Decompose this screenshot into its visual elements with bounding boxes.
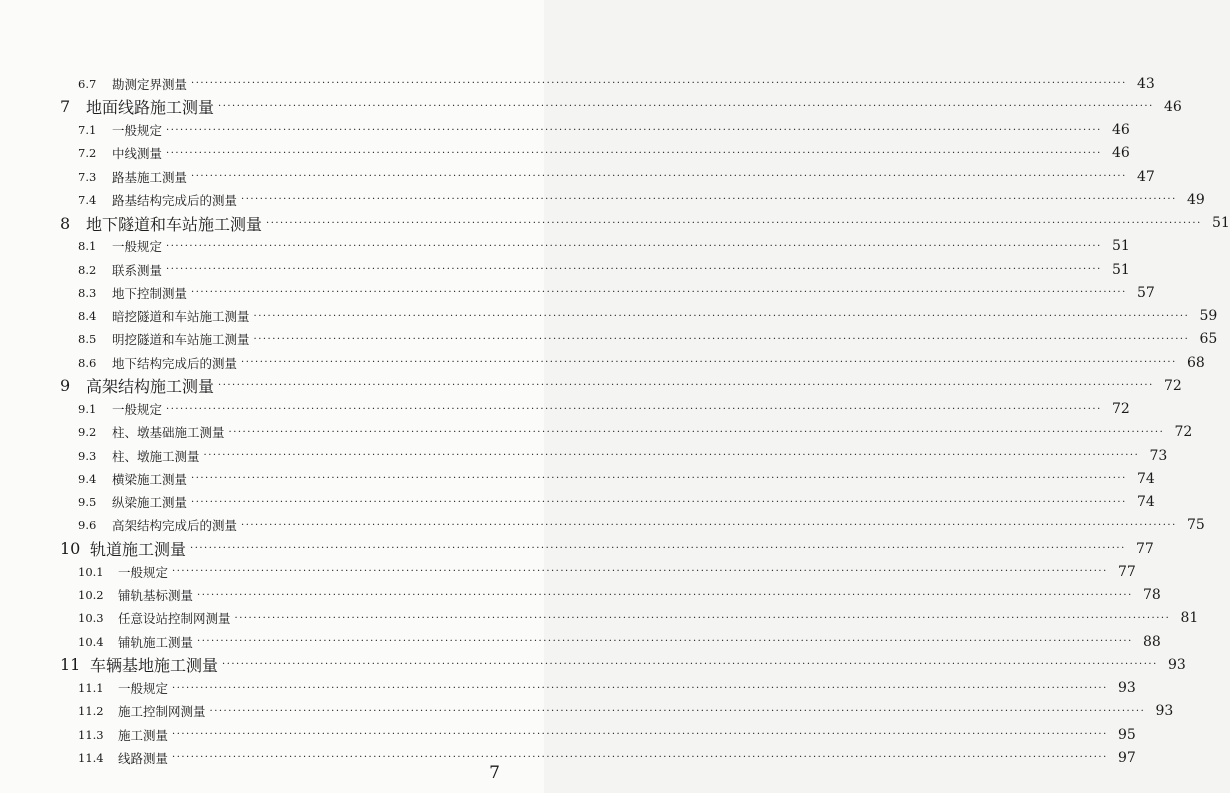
toc-entry-page: 43 — [1136, 75, 1155, 92]
toc-entry-number: 8.6 — [78, 355, 97, 370]
toc-leader-dots: ········································································································································································································ — [166, 264, 1102, 275]
toc-entry-number: 10.2 — [78, 588, 104, 602]
toc-entry-page: 47 — [1136, 168, 1155, 185]
toc-entry-number: 7.4 — [78, 192, 97, 207]
toc-entry-title: 一般规定 — [112, 402, 163, 417]
toc-entry-title: 地下隧道和车站施工测量 — [86, 214, 263, 234]
toc-entry-title: 任意设站控制网测量 — [118, 611, 231, 627]
toc-entry-number: 8.5 — [78, 332, 97, 347]
toc-entry-page: 72 — [1174, 424, 1193, 441]
toc-leader-dots: ········································································································································································································ — [234, 612, 1171, 624]
toc-entry-page: 72 — [1163, 377, 1182, 394]
toc-entry-title: 轨道施工测量 — [90, 540, 187, 559]
toc-entry-number: 8.2 — [78, 262, 97, 277]
toc-entry-title: 地下结构完成后的测量 — [112, 355, 238, 371]
toc-chapter-entry[interactable] — [0, 653, 1186, 676]
toc-leader-dots: ········································································································································································································ — [190, 543, 1126, 554]
toc-entry-page: 75 — [1186, 517, 1205, 534]
toc-entry-title: 横梁施工测量 — [112, 471, 188, 487]
toc-leader-dots: ········································································································································································································ — [191, 473, 1127, 485]
toc-entry-page: 93 — [1117, 680, 1136, 696]
toc-section-entry[interactable] — [0, 677, 1136, 700]
toc-entry-title: 高架结构施工测量 — [86, 377, 215, 397]
toc-section-entry[interactable] — [0, 746, 1136, 769]
toc-entry-page: 49 — [1186, 191, 1205, 208]
toc-entry-title: 一般规定 — [118, 681, 169, 696]
toc-entry-title: 施工控制网测量 — [118, 704, 206, 720]
toc-entry-number: 9.1 — [78, 402, 97, 416]
toc-entry-page: 68 — [1186, 354, 1205, 371]
toc-entry-number: 11.3 — [78, 727, 104, 742]
toc-section-entry[interactable] — [0, 700, 1174, 723]
toc-entry-page: 95 — [1117, 726, 1136, 743]
toc-entry-number: 6.7 — [78, 76, 97, 91]
toc-section-entry[interactable] — [0, 584, 1161, 607]
toc-entry-title: 一般规定 — [112, 123, 163, 138]
toc-leader-dots: ········································································································································································································ — [172, 682, 1108, 694]
toc-entry-title: 铺轨基标测量 — [118, 588, 194, 603]
toc-section-entry[interactable] — [0, 351, 1205, 374]
toc-section-entry[interactable] — [0, 630, 1161, 653]
toc-entry-title: 路基结构完成后的测量 — [112, 192, 238, 208]
toc-entry-page: 59 — [1199, 308, 1218, 324]
toc-entry-number: 9.4 — [78, 471, 97, 486]
toc-entry-number: 10.4 — [78, 634, 104, 649]
toc-leader-dots: ········································································································································································································ — [191, 496, 1127, 508]
toc-leader-dots: ········································································································································································································ — [166, 240, 1102, 252]
toc-entry-title: 高架结构完成后的测量 — [112, 518, 238, 534]
toc-entry-number: 8.1 — [78, 239, 97, 254]
toc-entry-number: 11 — [60, 655, 81, 675]
toc-entry-number: 8.4 — [78, 309, 97, 323]
toc-entry-title: 明挖隧道和车站施工测量 — [112, 332, 250, 348]
toc-section-entry[interactable] — [0, 235, 1130, 258]
toc-entry-page: 93 — [1167, 656, 1186, 673]
toc-leader-dots: ········································································································································································································ — [253, 333, 1190, 345]
toc-entry-page: 72 — [1111, 401, 1130, 417]
toc-leader-dots: ········································································································································································································ — [166, 124, 1102, 136]
toc-entry-number: 9.6 — [78, 518, 97, 533]
toc-entry-number: 9 — [60, 376, 71, 396]
toc-entry-page: 46 — [1111, 122, 1130, 138]
toc-entry-number: 11.1 — [78, 681, 104, 695]
toc-leader-dots: ········································································································································································································ — [203, 450, 1140, 461]
toc-entry-page: 51 — [1211, 215, 1230, 231]
page-number: 7 — [489, 763, 500, 783]
toc-section-entry[interactable] — [0, 467, 1155, 490]
toc-leader-dots: ········································································································································································································ — [222, 659, 1158, 671]
toc-section-entry[interactable] — [0, 723, 1136, 746]
toc-leader-dots: ········································································································································································································ — [191, 171, 1127, 182]
toc-leader-dots: ········································································································································································································ — [197, 589, 1133, 601]
toc-entry-number: 11.4 — [78, 750, 104, 765]
toc-entry-title: 暗挖隧道和车站施工测量 — [112, 309, 250, 324]
toc-entry-title: 铺轨施工测量 — [118, 634, 194, 650]
toc-leader-dots: ········································································································································································································ — [197, 636, 1133, 647]
toc-entry-title: 中线测量 — [112, 146, 163, 162]
toc-entry-number: 9.2 — [78, 425, 97, 440]
toc-entry-title: 联系测量 — [112, 262, 163, 278]
toc-entry-title: 地面线路施工测量 — [86, 98, 215, 118]
toc-leader-dots: ········································································································································································································ — [253, 310, 1190, 322]
toc-leader-dots: ········································································································································································································ — [266, 217, 1202, 229]
toc-leader-dots: ········································································································································································································ — [241, 519, 1177, 531]
toc-section-entry[interactable] — [0, 514, 1205, 537]
toc-entry-title: 柱、墩基础施工测量 — [112, 425, 225, 441]
toc-entry-title: 一般规定 — [118, 564, 169, 580]
toc-chapter-entry[interactable] — [0, 212, 1230, 235]
toc-entry-number: 7.3 — [78, 169, 97, 184]
toc-entry-number: 10 — [60, 539, 81, 558]
toc-entry-number: 8 — [60, 213, 71, 233]
toc-entry-page: 46 — [1111, 145, 1130, 162]
toc-leader-dots: ········································································································································································································ — [172, 729, 1108, 740]
toc-entry-page: 74 — [1136, 470, 1155, 487]
toc-entry-page: 77 — [1117, 563, 1136, 580]
toc-section-entry[interactable] — [0, 281, 1155, 304]
toc-entry-page: 77 — [1135, 540, 1154, 557]
toc-leader-dots: ········································································································································································································ — [166, 147, 1102, 159]
toc-entry-page: 81 — [1180, 610, 1199, 627]
toc-leader-dots: ········································································································································································································ — [218, 101, 1154, 113]
toc-entry-number: 7.2 — [78, 146, 97, 161]
toc-leader-dots: ········································································································································································································ — [172, 752, 1108, 764]
toc-entry-page: 57 — [1136, 284, 1155, 301]
toc-entry-page: 65 — [1199, 331, 1218, 348]
toc-leader-dots: ········································································································································································································ — [191, 78, 1127, 89]
toc-entry-number: 8.3 — [78, 285, 97, 300]
toc-leader-dots: ········································································································································································································ — [228, 426, 1165, 438]
toc-chapter-entry[interactable] — [0, 95, 1182, 118]
toc-section-entry[interactable] — [0, 119, 1130, 142]
toc-entry-page: 74 — [1136, 494, 1155, 510]
toc-entry-number: 10.1 — [78, 564, 104, 579]
toc-leader-dots: ········································································································································································································ — [241, 194, 1177, 206]
toc-leader-dots: ········································································································································································································ — [191, 287, 1127, 299]
toc-entry-title: 一般规定 — [112, 239, 163, 255]
toc-entry-page: 46 — [1163, 98, 1182, 115]
toc-section-entry[interactable] — [0, 560, 1136, 583]
toc-entry-title: 线路测量 — [118, 750, 169, 766]
toc-entry-number: 7.1 — [78, 123, 97, 137]
toc-section-entry[interactable] — [0, 305, 1218, 328]
toc-entry-title: 勘测定界测量 — [112, 76, 188, 92]
toc-chapter-entry[interactable] — [0, 374, 1182, 397]
toc-section-entry[interactable] — [0, 142, 1130, 165]
toc-entry-page: 73 — [1149, 447, 1168, 464]
toc-section-entry[interactable] — [0, 188, 1205, 211]
toc-section-entry[interactable] — [0, 444, 1168, 467]
toc-leader-dots: ········································································································································································································ — [166, 403, 1102, 415]
toc-leader-dots: ········································································································································································································ — [218, 380, 1154, 392]
toc-entry-title: 柱、墩施工测量 — [112, 448, 200, 464]
toc-entry-page: 51 — [1111, 261, 1130, 278]
toc-entry-number: 9.3 — [78, 448, 97, 463]
toc-entry-number: 11.2 — [78, 704, 104, 719]
toc-leader-dots: ········································································································································································································ — [241, 357, 1177, 368]
toc-section-entry[interactable] — [0, 258, 1130, 281]
toc-section-entry[interactable] — [0, 607, 1199, 630]
toc-entry-page: 51 — [1111, 238, 1130, 255]
toc-section-entry[interactable] — [0, 491, 1155, 514]
toc-entry-page: 78 — [1142, 587, 1161, 603]
toc-entry-page: 88 — [1142, 633, 1161, 650]
toc-section-entry[interactable] — [0, 328, 1218, 351]
toc-entry-page: 97 — [1117, 749, 1136, 766]
toc-entry-title: 路基施工测量 — [112, 169, 188, 185]
toc-entry-title: 纵梁施工测量 — [112, 495, 188, 510]
toc-section-entry[interactable] — [0, 421, 1193, 444]
toc-entry-number: 10.3 — [78, 611, 104, 626]
toc-entry-number: 7 — [60, 97, 71, 117]
toc-section-entry[interactable] — [0, 398, 1130, 421]
toc-entry-page: 93 — [1155, 703, 1174, 720]
toc-section-entry[interactable] — [0, 165, 1155, 188]
toc-entry-number: 9.5 — [78, 495, 97, 509]
toc-entry-title: 施工测量 — [118, 727, 169, 743]
toc-section-entry[interactable] — [0, 72, 1155, 95]
toc-entry-title: 地下控制测量 — [112, 285, 188, 301]
toc-leader-dots: ········································································································································································································ — [209, 705, 1146, 717]
toc-leader-dots: ········································································································································································································ — [172, 566, 1108, 578]
toc-entry-title: 车辆基地施工测量 — [90, 656, 219, 676]
toc-chapter-entry[interactable] — [0, 537, 1154, 560]
